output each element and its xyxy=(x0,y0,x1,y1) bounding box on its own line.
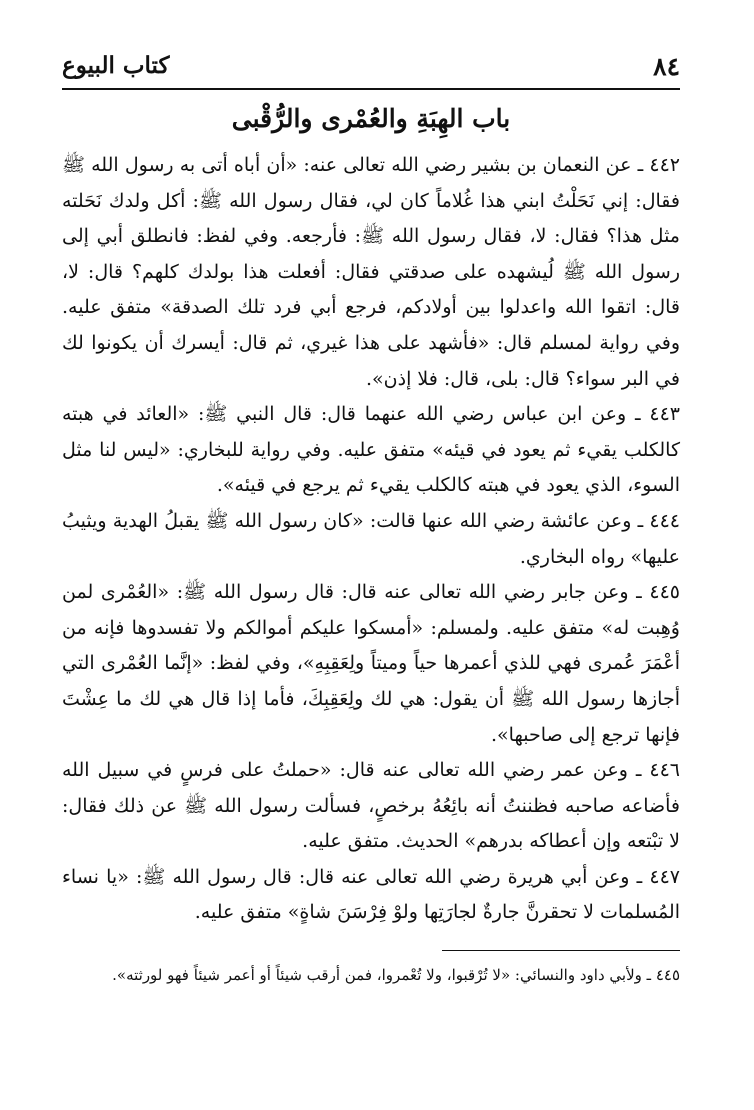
hadith-text: ـ وعن ابن عباس رضي الله عنهما قال: قال النبي ﷺ: «العائد في هبته كالكلب يقيء ثم يعود في قيئه» متفق عليه. وفي رواية للبخاري: «ليس لنا مثل السوء، الذي يعود في هبته كالكلب يقيء ثم يرجع في قيئه». xyxy=(62,403,680,497)
hadith-442 xyxy=(62,148,680,397)
hadith-text: ـ وعن أبي هريرة رضي الله تعالى عنه قال: قال رسول الله ﷺ: «يا نساء المُسلمات لا تحقرنَّ جارةٌ لجارَتِها ولوْ فِرْسَنَ شاةٍ» متفق عليه. xyxy=(62,865,680,924)
hadith-445 xyxy=(62,575,680,753)
hadith-number: ٤٤٧ xyxy=(649,865,680,888)
hadith-text: ـ عن النعمان بن بشير رضي الله تعالى عنه: «أن أباه أتى به رسول الله ﷺ فقال: إني نَحَلْتُ ابني هذا غُلاماً كان لي، فقال رسول الله ﷺ: أكل ولدك نَحَلته مثل هذا؟ فقال: لا، فقال رسول الله ﷺ: فأرجعه. وفي لفظ: فانطلق أبي إلى رسول الله ﷺ لُيشهده على صدقتي فقال: أفعلت هذا بولدك كلهم؟ قال: لا، قال: اتقوا الله واعدلوا بين أولادكم، فرجع أبي فرد تلك الصدقة» متفق عليه. وفي رواية لمسلم قال: «فأشهد على هذا غيري، ثم قال: أيسرك أن يكونوا لك في البر سواء؟ قال: بلى، قال: فلا إذن». xyxy=(62,154,680,390)
hadith-446 xyxy=(62,753,680,860)
hadith-number: ٤٤٦ xyxy=(649,759,680,782)
hadith-list xyxy=(62,148,680,931)
hadith-number: ٤٤٥ xyxy=(649,581,680,604)
footnote-text: ـ ولأبي داود والنسائي: «لا تُرْقبوا، ولا تُعْمروا، فمن أرقب شيئاً أو أعمر شيئاً فهو لورثته». xyxy=(112,966,652,984)
hadith-text: ـ وعن عائشة رضي الله عنها قالت: «كان رسول الله ﷺ يقبلُ الهدية ويثيبُ عليها» رواه البخاري. xyxy=(62,509,680,568)
hadith-number: ٤٤٤ xyxy=(649,509,680,532)
footnote-number: ٤٤٥ xyxy=(655,966,680,984)
hadith-number: ٤٤٣ xyxy=(649,403,680,426)
hadith-text: ـ وعن عمر رضي الله تعالى عنه قال: «حملتُ على فرسٍ في سبيل الله فأضاعه صاحبه فظننتُ أنه بائِعُهُ برخصٍ، فسألت رسول الله ﷺ عن ذلك فقال: لا تبْتعه وإن أعطاكه بدرهم» الحديث. متفق عليه. xyxy=(62,759,680,853)
hadith-text: ـ وعن جابر رضي الله تعالى عنه قال: قال رسول الله ﷺ: «العُمْرى لمن وُهِبت له» متفق عليه. ولمسلم: «أمسكوا عليكم أموالكم ولا تفسدوها فإنه من أعْمَرَ عُمرى فهي للذي أعمرها حياً وميتاً ولِعَقِبِهِ»، وفي لفظ: «إنَّما العُمْرى التي أجازها رسول الله ﷺ أن يقول: هي لك ولِعَقِبِكَ، فأما إذا قال هي لك ما عِشْتَ فإنها ترجع إلى صاحبها». xyxy=(62,581,680,746)
hadith-444 xyxy=(62,504,680,575)
hadith-number: ٤٤٢ xyxy=(649,154,680,176)
page-header xyxy=(62,46,680,90)
hadith-443 xyxy=(62,397,680,504)
hadith-447 xyxy=(62,860,680,931)
book-title: كتاب البيوع xyxy=(62,52,170,79)
chapter-title: باب الهِبَةِ والعُمْرى والرُّقْبى xyxy=(231,104,511,133)
footnote xyxy=(62,958,680,992)
footnote-divider xyxy=(442,950,680,951)
page-number: ٨٤ xyxy=(653,52,680,81)
